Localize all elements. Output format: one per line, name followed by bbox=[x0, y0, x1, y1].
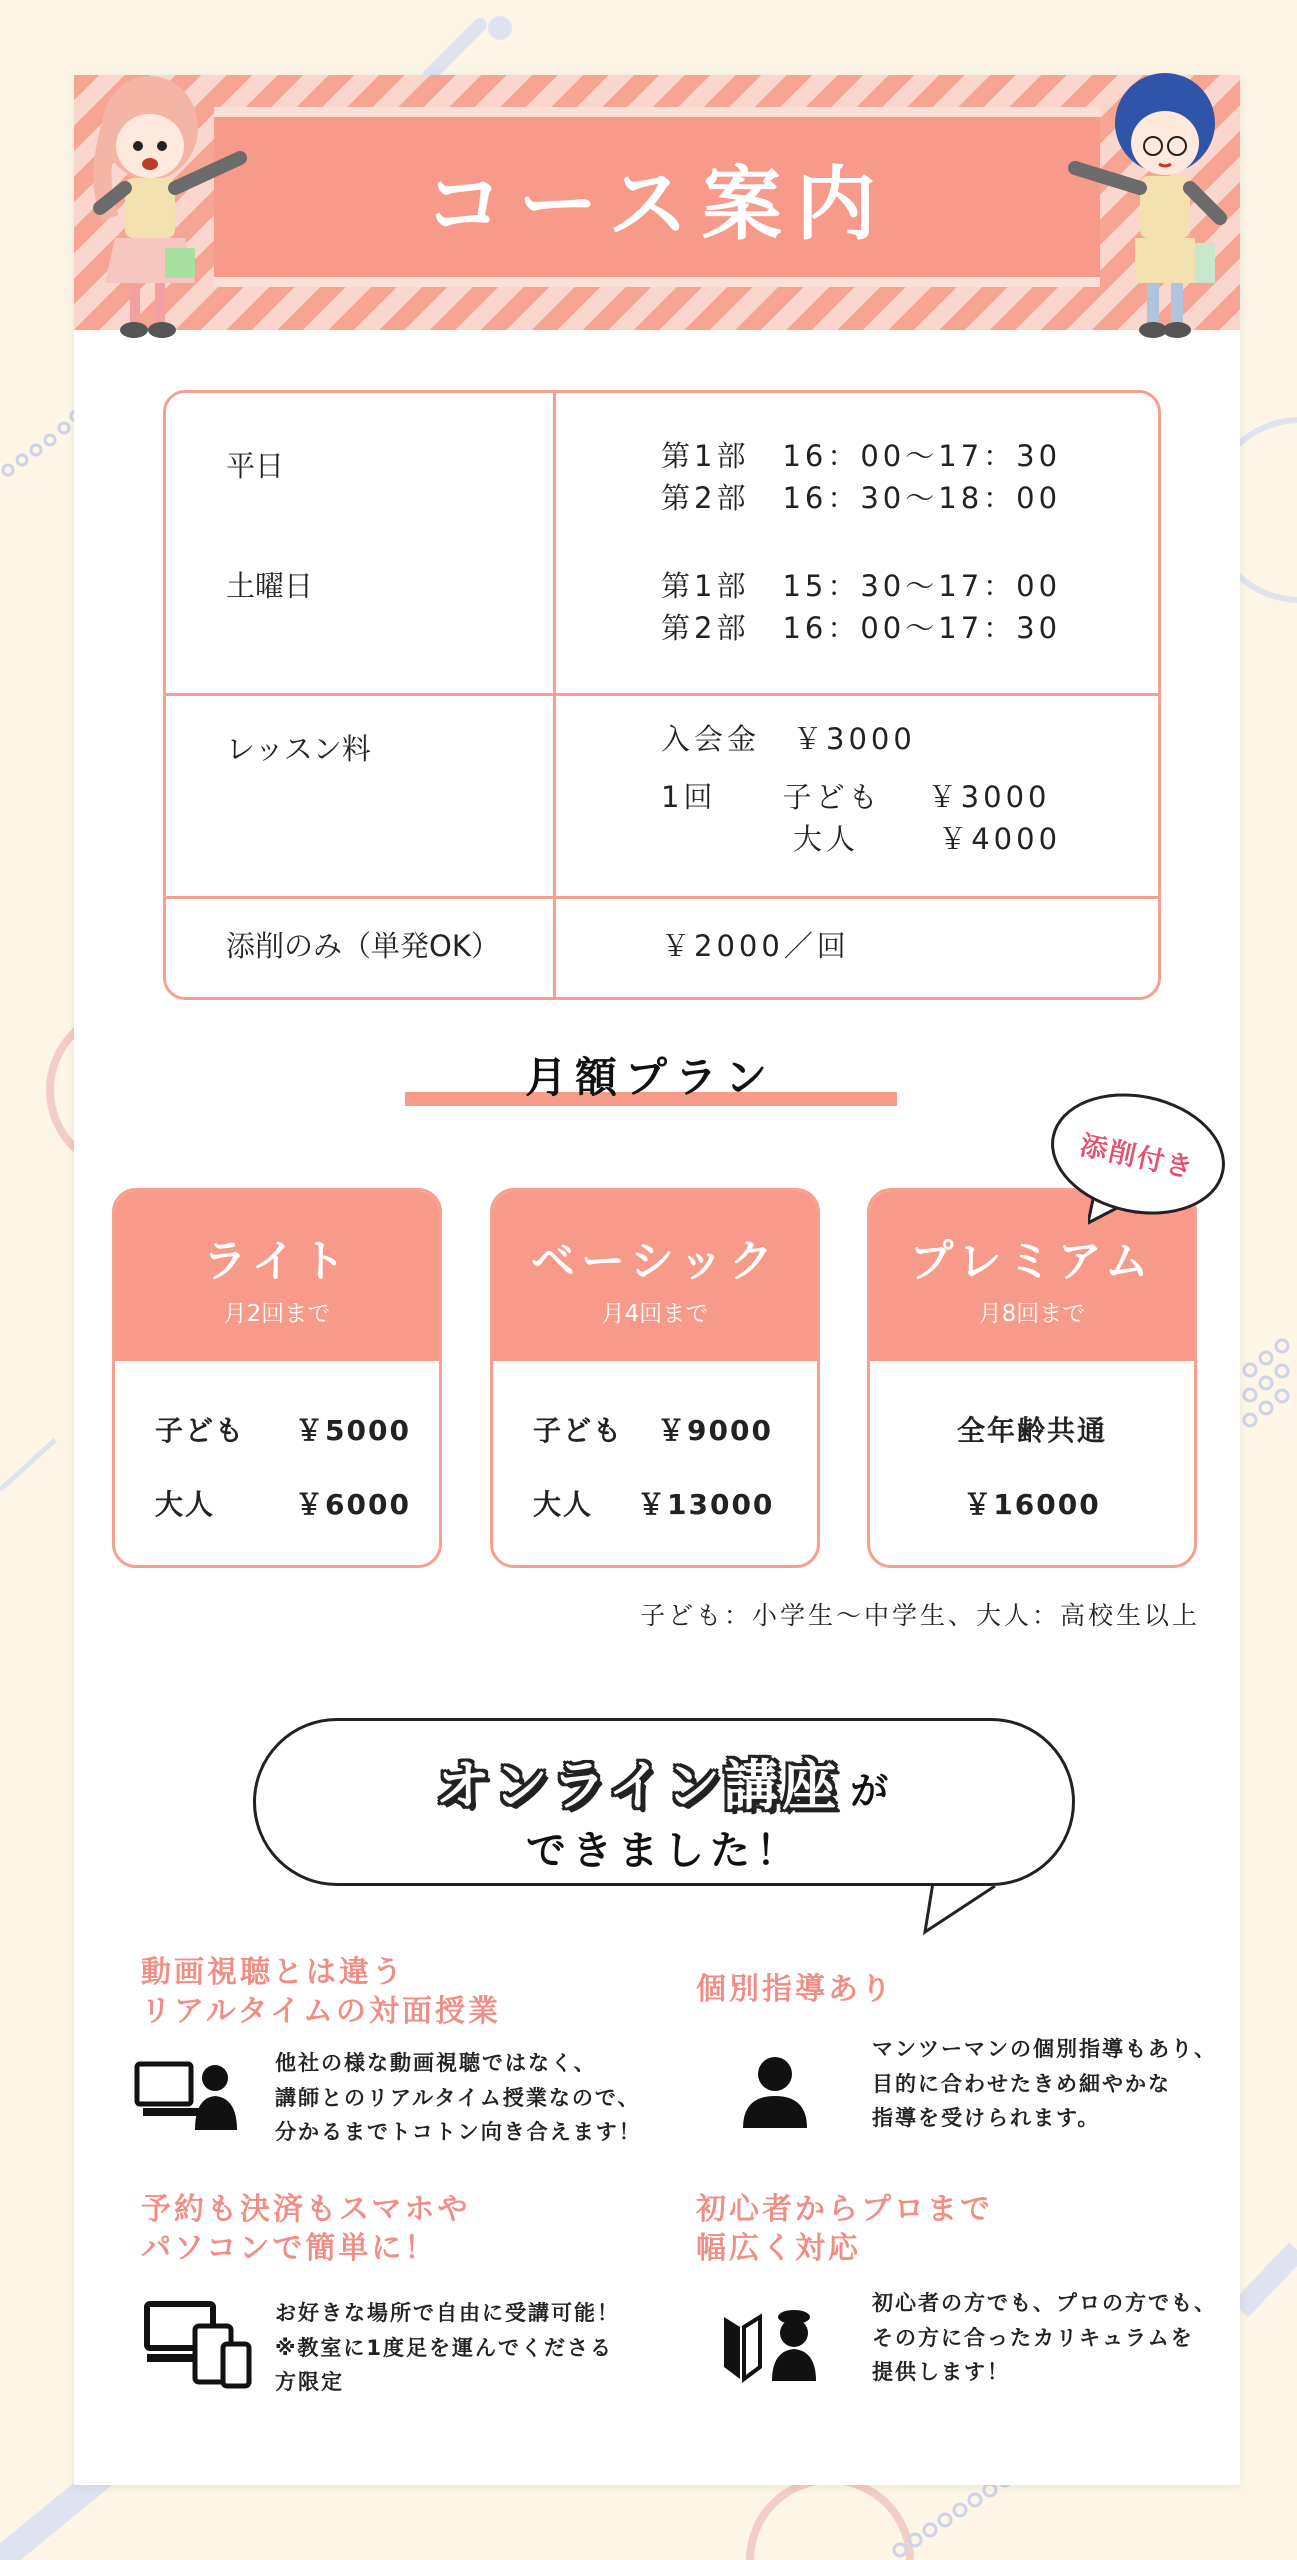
mascot-left-illustration bbox=[90, 68, 270, 348]
age-note: 子ども：小学生〜中学生、大人：高校生以上 bbox=[640, 1601, 1201, 1630]
plan-row-label: 大人 bbox=[155, 1488, 216, 1521]
plan-card-premium bbox=[867, 1188, 1197, 1568]
saturday-label: 土曜日 bbox=[226, 569, 314, 603]
plan-frequency: 月4回まで bbox=[601, 1300, 709, 1327]
online-announcement-bubble bbox=[253, 1718, 1075, 1886]
online-title-main: オンライン講座 bbox=[435, 1754, 841, 1817]
plan-row-price: ￥6000 bbox=[295, 1488, 411, 1521]
plan-row-label: 大人 bbox=[533, 1488, 594, 1521]
feature-title: 動画視聴とは違う リアルタイムの対面授業 bbox=[141, 1955, 501, 2029]
plan-row-label: 子ども bbox=[533, 1414, 624, 1447]
plan-row-child bbox=[533, 1409, 773, 1449]
beginner-pro-icon bbox=[720, 2305, 820, 2385]
online-title-line1 bbox=[256, 1743, 1072, 1820]
page-title: コース案内 bbox=[424, 157, 890, 251]
plan-row-adult bbox=[155, 1483, 411, 1523]
fee-label: レッスン料 bbox=[226, 732, 371, 766]
plan-card-header bbox=[493, 1191, 817, 1361]
plan-frequency: 月8回まで bbox=[978, 1300, 1086, 1327]
feature-text: 初心者の方でも、プロの方でも、 その方に合ったカリキュラムを 提供します！ bbox=[872, 2291, 1217, 2385]
plan-row-child bbox=[155, 1409, 411, 1449]
table-divider bbox=[166, 896, 1158, 899]
feature-title: 個別指導あり bbox=[696, 1972, 894, 2007]
mascot-right-illustration bbox=[1055, 68, 1235, 348]
weekday-label: 平日 bbox=[226, 449, 285, 483]
plan-name: ベーシック bbox=[530, 1235, 780, 1287]
plan-row-price: ￥13000 bbox=[637, 1488, 775, 1521]
plan-card-light bbox=[112, 1188, 442, 1568]
correction-price: ￥2000／回 bbox=[661, 929, 850, 963]
plan-name: ライト bbox=[202, 1235, 352, 1287]
plan-row-price: ￥9000 bbox=[657, 1414, 773, 1447]
header-title-panel bbox=[214, 107, 1100, 287]
plan-all-ages: 全年齢共通 bbox=[956, 1414, 1107, 1447]
plan-row-label: 子ども bbox=[155, 1414, 246, 1447]
plan-row-price: ￥5000 bbox=[295, 1414, 411, 1447]
feature-text: お好きな場所で自由に受講可能！ ※教室に1度足を運んでくださる 方限定 bbox=[275, 2301, 620, 2395]
plan-price: ￥16000 bbox=[963, 1488, 1101, 1521]
online-title-suffix: が bbox=[850, 1769, 893, 1813]
person-icon bbox=[735, 2052, 815, 2132]
correction-tag: 添削付き bbox=[1077, 1129, 1198, 1185]
saturday-times: 第1部 15：30〜17：00 第2部 16：00〜17：30 bbox=[661, 569, 1062, 646]
plan-frequency: 月2回まで bbox=[223, 1300, 331, 1327]
monthly-plan-title: 月額プラン bbox=[524, 1053, 775, 1102]
plan-row-adult bbox=[533, 1483, 775, 1523]
feature-title: 初心者からプロまで 幅広く対応 bbox=[696, 2192, 993, 2266]
speech-bubble-tail bbox=[915, 1870, 1045, 1980]
correction-label: 添削のみ（単発OK） bbox=[226, 929, 500, 963]
video-lesson-icon bbox=[133, 2058, 243, 2138]
weekday-times: 第1部 16：00〜17：30 第2部 16：30〜18：00 bbox=[661, 439, 1062, 516]
schedule-table bbox=[163, 390, 1161, 1000]
online-title-line2: できました！ bbox=[526, 1828, 802, 1874]
feature-title: 予約も決済もスマホや パソコンで簡単に！ bbox=[141, 2192, 471, 2266]
plan-name: プレミアム bbox=[909, 1235, 1155, 1287]
fee-entrance: 入会金 ￥3000 bbox=[661, 722, 916, 756]
fee-once: 1回 子ども ￥3000 大人 ￥4000 bbox=[661, 780, 1062, 857]
feature-text: マンツーマンの個別指導もあり、 目的に合わせたきめ細やかな 指導を受けられます。 bbox=[872, 2037, 1217, 2131]
plan-card-basic bbox=[490, 1188, 820, 1568]
devices-icon bbox=[143, 2300, 253, 2390]
feature-text: 他社の様な動画視聴ではなく、 講師とのリアルタイム授業なので、 分かるまでトコトン向き合えます！ bbox=[275, 2051, 642, 2145]
plan-card-header bbox=[115, 1191, 439, 1361]
table-divider bbox=[166, 693, 1158, 696]
